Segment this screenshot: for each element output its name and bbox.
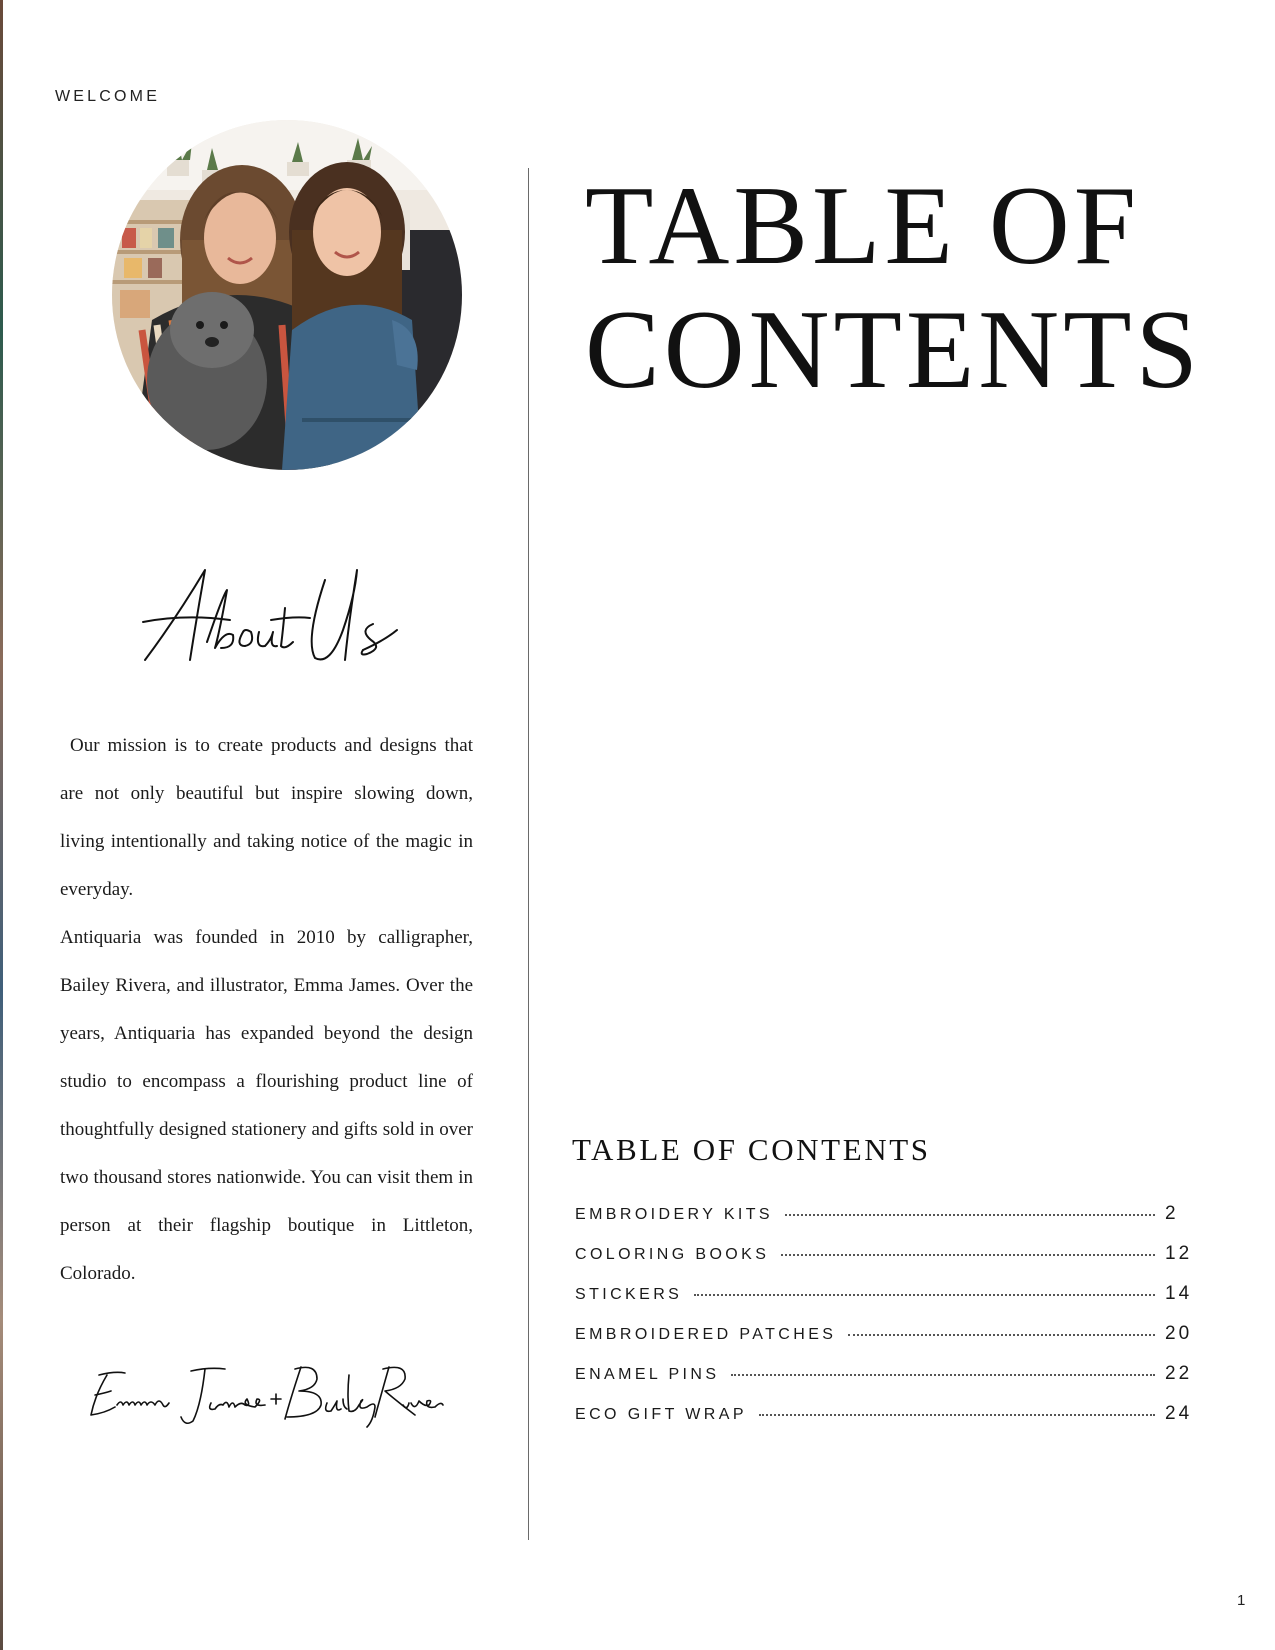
toc-leader-dots	[694, 1294, 1155, 1296]
about-us-text	[60, 722, 473, 1298]
toc-item-label: EMBROIDERY KITS	[575, 1206, 773, 1223]
toc-leader-dots	[731, 1374, 1155, 1376]
toc-item-page: 24	[1165, 1403, 1193, 1424]
toc-item-label: COLORING BOOKS	[575, 1246, 770, 1263]
founders-photo	[112, 120, 462, 470]
toc-item-page: 12	[1165, 1243, 1193, 1264]
main-title-line-1: TABLE OF	[585, 164, 1141, 288]
about-paragraph-mission: Our mission is to create products and designs that are not only beautiful but inspire slowing down, living intentionally and taking notice of the magic in everyday.	[60, 735, 473, 900]
toc-item-label: EMBROIDERED PATCHES	[575, 1326, 837, 1343]
toc-leader-dots	[848, 1334, 1155, 1336]
about-us-script-title	[135, 560, 415, 680]
toc-item-page: 20	[1165, 1323, 1193, 1344]
toc-item-label: ECO GIFT WRAP	[575, 1406, 747, 1423]
toc-leader-dots	[759, 1414, 1155, 1416]
founders-signature	[85, 1355, 445, 1430]
toc-item[interactable]	[575, 1323, 1203, 1363]
toc-item-label: ENAMEL PINS	[575, 1366, 720, 1383]
toc-item[interactable]	[575, 1363, 1203, 1403]
main-title	[585, 164, 1202, 412]
toc-item-label: STICKERS	[575, 1286, 683, 1303]
page-edge-strip	[0, 0, 3, 1650]
toc-item[interactable]	[575, 1203, 1203, 1243]
welcome-label: WELCOME	[55, 88, 161, 105]
toc-item-page: 14	[1165, 1283, 1193, 1304]
toc-list	[575, 1203, 1203, 1443]
toc-item-page: 22	[1165, 1363, 1193, 1384]
main-title-line-2: CONTENTS	[585, 288, 1202, 412]
column-divider	[528, 168, 529, 1540]
toc-item[interactable]	[575, 1243, 1203, 1283]
toc-heading: TABLE OF CONTENTS	[572, 1132, 931, 1167]
toc-item-page: 2	[1165, 1203, 1179, 1224]
toc-leader-dots	[781, 1254, 1155, 1256]
page-number: 1	[1237, 1592, 1246, 1609]
toc-item[interactable]	[575, 1283, 1203, 1323]
toc-leader-dots	[785, 1214, 1155, 1216]
toc-item[interactable]	[575, 1403, 1203, 1443]
about-paragraph-history: Antiquaria was founded in 2010 by calligrapher, Bailey Rivera, and illustrator, Emma James. Over the years, Antiquaria has expanded beyond the design studio to encompass a flourishing product line of thoughtfully designed stationery and gifts sold in over two thousand stores nationwide. You can visit them in person at their flagship boutique in Littleton, Colorado.	[60, 927, 473, 1284]
